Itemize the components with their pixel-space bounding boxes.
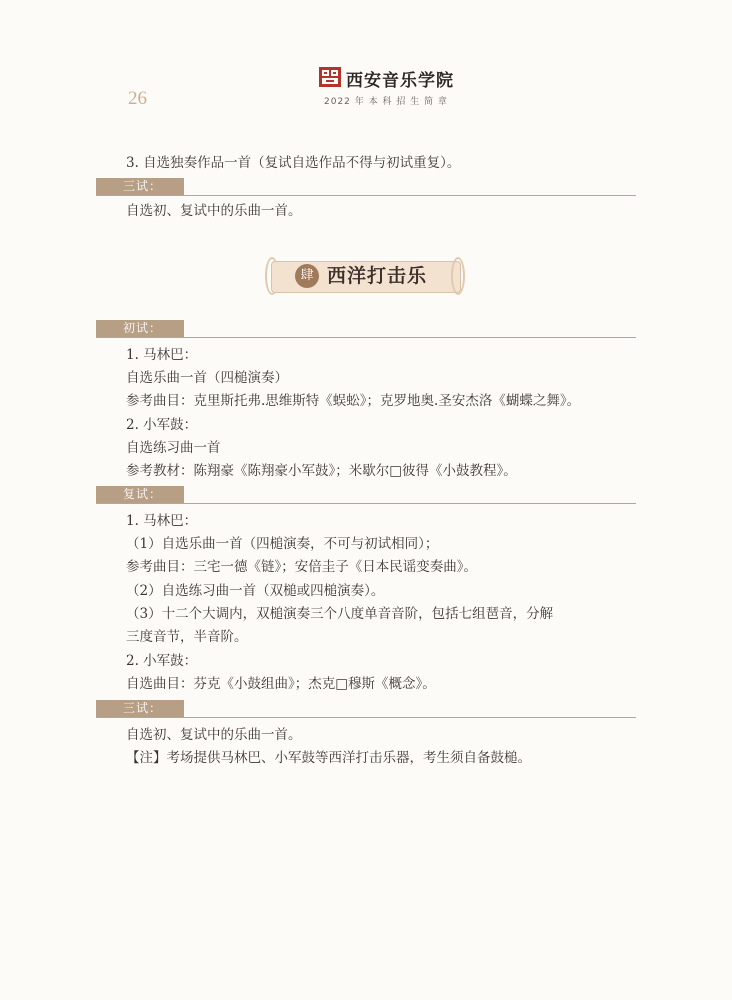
- school-header: [318, 64, 454, 107]
- school-name: 西安音乐学院: [346, 71, 454, 91]
- numeral-medallion: 肆: [295, 264, 319, 288]
- section-label: 三试：: [96, 178, 184, 195]
- section-bar-third-round-top: [96, 178, 636, 196]
- text-line: 参考曲目：克里斯托弗.思维斯特《蜈蚣》；克罗地奥.圣安杰洛《蝴蝶之舞》。: [126, 393, 581, 409]
- page-number: 26: [128, 88, 147, 109]
- note-line: 【注】考场提供马林巴、小军鼓等西洋打击乐器，考生须自备鼓槌。: [126, 750, 531, 766]
- text-line: 1. 马林巴：: [126, 513, 198, 529]
- ornament-icon: [451, 257, 465, 295]
- section-bar-third-round: [96, 700, 636, 718]
- text-line: 3. 自选独奏作品一首（复试自选作品不得与初试重复）。: [126, 155, 461, 171]
- section-label: 复试：: [96, 486, 184, 503]
- text-line: 自选曲目：芬克《小鼓组曲》；杰克□穆斯《概念》。: [126, 676, 436, 692]
- text-line: （3）十二个大调内，双槌演奏三个八度单音音阶，包括七组琶音，分解: [126, 606, 554, 622]
- text-line: 自选初、复试中的乐曲一首。: [126, 727, 302, 743]
- banner-title: 西洋打击乐: [327, 265, 428, 287]
- text-line: 自选练习曲一首: [126, 440, 221, 456]
- text-line: 1. 马林巴：: [126, 347, 198, 363]
- text-line: （2）自选练习曲一首（双槌或四槌演奏）。: [126, 583, 385, 599]
- school-seal-icon: [318, 66, 342, 88]
- text-line: 三度音节，半音阶。: [126, 629, 248, 645]
- section-bar-preliminary: [96, 320, 636, 338]
- text-line: （1）自选乐曲一首（四槌演奏，不可与初试相同）；: [126, 536, 439, 552]
- section-label: 初试：: [96, 320, 184, 337]
- text-line: 2. 小军鼓：: [126, 653, 198, 669]
- text-line: 参考曲目：三宅一德《链》；安倍圭子《日本民谣变奏曲》。: [126, 559, 477, 575]
- text-line: 参考教材：陈翔豪《陈翔豪小军鼓》；米歇尔□彼得《小鼓教程》。: [126, 463, 517, 479]
- text-line: 自选乐曲一首（四槌演奏）: [126, 370, 288, 386]
- brochure-subtitle: 2022 年 本 科 招 生 简 章: [324, 97, 448, 107]
- section-bar-second-round: [96, 486, 636, 504]
- section-banner: [265, 255, 465, 297]
- text-line: 自选初、复试中的乐曲一首。: [126, 203, 302, 219]
- text-line: 2. 小军鼓：: [126, 417, 198, 433]
- section-label: 三试：: [96, 700, 184, 717]
